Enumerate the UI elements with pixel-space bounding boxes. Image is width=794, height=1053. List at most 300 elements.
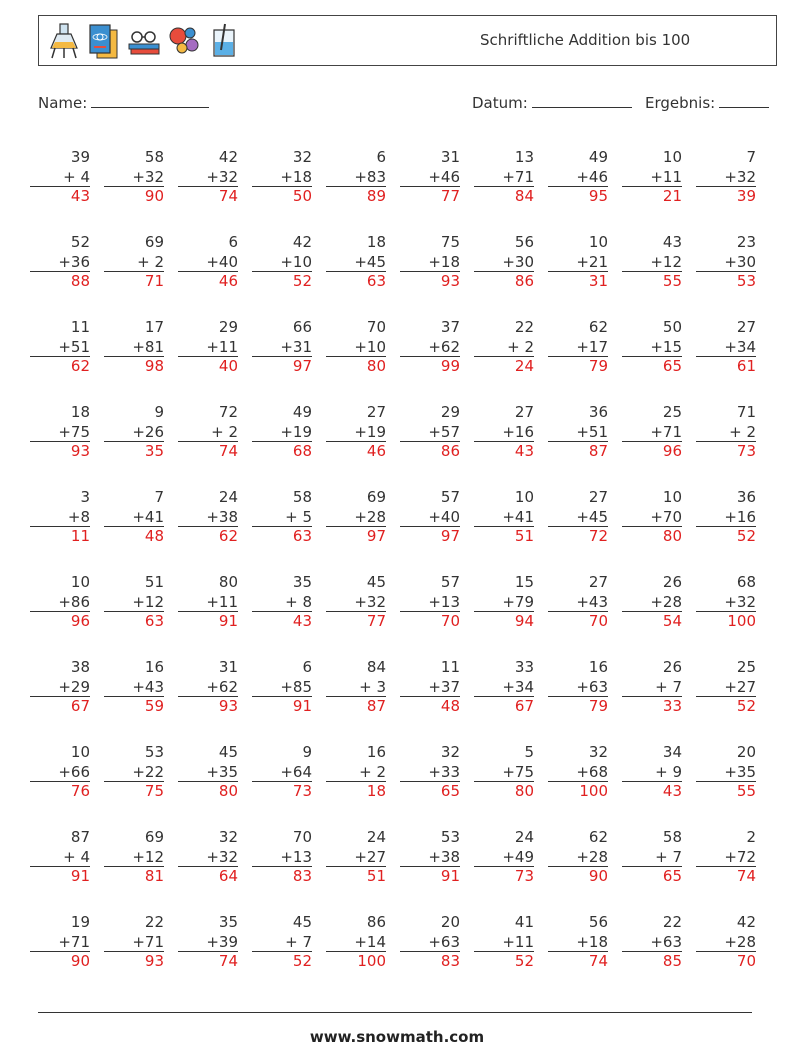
- sum-line: [30, 781, 90, 782]
- addend-top: 45: [292, 913, 312, 931]
- plus-sign: +: [280, 762, 293, 781]
- addition-problem: [474, 318, 534, 388]
- addition-problem: [104, 828, 164, 898]
- addend-top: 42: [292, 233, 312, 251]
- addend-top: 10: [70, 743, 90, 761]
- addend-bottom: [104, 593, 164, 613]
- addend-top: 51: [144, 573, 164, 591]
- plus-sign: +: [137, 252, 150, 271]
- answer: 43: [662, 782, 682, 800]
- addend-bottom: [400, 933, 460, 953]
- addend-top: 26: [662, 658, 682, 676]
- addition-problem: [252, 913, 312, 983]
- plus-sign: +: [428, 932, 441, 951]
- addend-bottom-value: 2: [519, 337, 534, 356]
- sum-line: [104, 696, 164, 697]
- addend-top: 10: [70, 573, 90, 591]
- plus-sign: +: [206, 592, 219, 611]
- addend-top: 18: [366, 233, 386, 251]
- addition-problem: [474, 573, 534, 643]
- addend-bottom: [548, 933, 608, 953]
- addend-top: 32: [292, 148, 312, 166]
- addend-bottom-value: 66: [70, 762, 90, 781]
- sum-line: [622, 866, 682, 867]
- addition-problem: [30, 743, 90, 813]
- addend-bottom: [696, 848, 756, 868]
- plus-sign: +: [502, 677, 515, 696]
- addition-problem: [696, 148, 756, 218]
- addend-bottom-value: 45: [588, 507, 608, 526]
- books-glasses-icon: [127, 22, 161, 60]
- plus-sign: +: [280, 167, 293, 186]
- addend-bottom-value: 21: [588, 252, 608, 271]
- addition-problem: [474, 913, 534, 983]
- name-field[interactable]: [38, 93, 209, 112]
- addend-top: 45: [218, 743, 238, 761]
- addend-bottom-value: 8: [297, 592, 312, 611]
- plus-sign: +: [576, 932, 589, 951]
- sum-line: [104, 611, 164, 612]
- addition-problem: [400, 318, 460, 388]
- addition-problem: [252, 488, 312, 558]
- sum-line: [30, 611, 90, 612]
- sum-line: [104, 781, 164, 782]
- answer: 39: [736, 187, 756, 205]
- sum-line: [622, 356, 682, 357]
- addend-bottom-value: 35: [218, 762, 238, 781]
- addend-top: 13: [514, 148, 534, 166]
- plus-sign: +: [285, 592, 298, 611]
- addend-bottom: [30, 763, 90, 783]
- addend-bottom-value: 86: [70, 592, 90, 611]
- sum-line: [326, 866, 386, 867]
- addend-bottom: [548, 848, 608, 868]
- addition-problem: [178, 658, 238, 728]
- addend-bottom: [178, 848, 238, 868]
- addend-top: 6: [228, 233, 238, 251]
- addition-problem: [622, 828, 682, 898]
- addend-top: 31: [218, 658, 238, 676]
- addend-bottom-value: 11: [662, 167, 682, 186]
- addition-problem: [696, 573, 756, 643]
- addend-bottom-value: 2: [149, 252, 164, 271]
- addend-bottom-value: 38: [218, 507, 238, 526]
- addend-bottom-value: 71: [514, 167, 534, 186]
- date-field[interactable]: [472, 93, 632, 112]
- addend-bottom: [622, 253, 682, 273]
- answer: 80: [662, 527, 682, 545]
- answer: 97: [292, 357, 312, 375]
- addition-problem: [400, 233, 460, 303]
- addend-top: 29: [440, 403, 460, 421]
- addend-top: 32: [218, 828, 238, 846]
- addend-top: 29: [218, 318, 238, 336]
- addend-top: 70: [292, 828, 312, 846]
- addend-bottom: [252, 763, 312, 783]
- worksheet-header: [38, 15, 777, 66]
- addend-bottom: [178, 253, 238, 273]
- addition-problem: [326, 913, 386, 983]
- plus-sign: +: [724, 167, 737, 186]
- plus-sign: +: [67, 507, 81, 526]
- plus-sign: +: [354, 252, 367, 271]
- addend-bottom: [474, 423, 534, 443]
- addend-top: 62: [588, 828, 608, 846]
- addend-bottom: [30, 678, 90, 698]
- addend-top: 38: [70, 658, 90, 676]
- answer: 72: [588, 527, 608, 545]
- sum-line: [30, 951, 90, 952]
- sum-line: [548, 526, 608, 527]
- plus-sign: +: [650, 592, 663, 611]
- addition-problem: [474, 488, 534, 558]
- addend-bottom: [30, 933, 90, 953]
- addition-problem: [326, 573, 386, 643]
- addition-problem: [178, 148, 238, 218]
- addend-bottom: [104, 338, 164, 358]
- sum-line: [30, 271, 90, 272]
- plus-sign: +: [650, 337, 663, 356]
- sum-line: [400, 781, 460, 782]
- answer: 24: [514, 357, 534, 375]
- plus-sign: +: [132, 337, 145, 356]
- addend-top: 35: [292, 573, 312, 591]
- plus-sign: +: [280, 252, 293, 271]
- addend-bottom-value: 16: [514, 422, 534, 441]
- addend-top: 7: [154, 488, 164, 506]
- addend-bottom-value: 79: [514, 592, 534, 611]
- result-field[interactable]: [645, 93, 769, 112]
- addend-bottom: [326, 338, 386, 358]
- addend-bottom-value: 2: [741, 422, 756, 441]
- addition-problem: [548, 403, 608, 473]
- answer: 74: [218, 442, 238, 460]
- addition-problem: [400, 403, 460, 473]
- addition-problem: [622, 148, 682, 218]
- sum-line: [252, 781, 312, 782]
- answer: 87: [588, 442, 608, 460]
- addend-bottom-value: 36: [70, 252, 90, 271]
- answer: 55: [662, 272, 682, 290]
- addition-problem: [326, 828, 386, 898]
- answer: 53: [736, 272, 756, 290]
- plus-sign: +: [132, 932, 145, 951]
- plus-sign: +: [354, 422, 367, 441]
- sum-line: [622, 186, 682, 187]
- plus-sign: +: [354, 507, 367, 526]
- answer: 51: [514, 527, 534, 545]
- addend-bottom: [474, 253, 534, 273]
- plus-sign: +: [280, 422, 293, 441]
- answer: 62: [218, 527, 238, 545]
- addend-bottom: [548, 168, 608, 188]
- sum-line: [696, 526, 756, 527]
- addend-bottom-value: 68: [588, 762, 608, 781]
- addition-problem: [326, 148, 386, 218]
- sum-line: [548, 866, 608, 867]
- plus-sign: +: [655, 762, 668, 781]
- addend-bottom-value: 41: [514, 507, 534, 526]
- sum-line: [252, 356, 312, 357]
- plus-sign: +: [58, 422, 71, 441]
- sum-line: [252, 866, 312, 867]
- addend-top: 5: [524, 743, 534, 761]
- addend-bottom-value: 49: [514, 847, 534, 866]
- name-blank[interactable]: [91, 93, 209, 108]
- addition-problem: [178, 233, 238, 303]
- addend-bottom-value: 7: [667, 847, 682, 866]
- plus-sign: +: [502, 507, 515, 526]
- addition-problem: [252, 233, 312, 303]
- sum-line: [400, 526, 460, 527]
- addend-top: 41: [514, 913, 534, 931]
- addition-problem: [696, 658, 756, 728]
- plus-sign: +: [359, 677, 372, 696]
- addend-bottom: [178, 763, 238, 783]
- plus-sign: +: [724, 762, 737, 781]
- addend-bottom-value: 71: [662, 422, 682, 441]
- addend-bottom-value: 57: [440, 422, 460, 441]
- addend-bottom-value: 22: [144, 762, 164, 781]
- sum-line: [104, 186, 164, 187]
- addition-problem: [548, 573, 608, 643]
- addition-problem: [474, 743, 534, 813]
- addition-problem: [178, 573, 238, 643]
- plus-sign: +: [502, 252, 515, 271]
- addend-bottom: [548, 423, 608, 443]
- answer: 87: [366, 697, 386, 715]
- sum-line: [696, 271, 756, 272]
- plus-sign: +: [132, 507, 145, 526]
- addend-bottom-value: 51: [588, 422, 608, 441]
- sum-line: [326, 186, 386, 187]
- plus-sign: +: [58, 337, 71, 356]
- addend-bottom-value: 19: [292, 422, 312, 441]
- plus-sign: +: [502, 167, 515, 186]
- answer: 90: [144, 187, 164, 205]
- header-icons: [47, 21, 241, 61]
- addend-bottom-value: 15: [662, 337, 682, 356]
- addend-bottom-value: 30: [736, 252, 756, 271]
- addend-bottom: [696, 423, 756, 443]
- answer: 91: [440, 867, 460, 885]
- addend-bottom: [400, 848, 460, 868]
- answer: 67: [70, 697, 90, 715]
- plus-sign: +: [576, 337, 589, 356]
- answer: 63: [292, 527, 312, 545]
- addend-bottom: [178, 338, 238, 358]
- addend-bottom: [622, 848, 682, 868]
- answer: 79: [588, 357, 608, 375]
- addend-bottom-value: 18: [588, 932, 608, 951]
- addend-bottom-value: 39: [218, 932, 238, 951]
- plus-sign: +: [428, 507, 441, 526]
- addition-problem: [326, 318, 386, 388]
- addend-top: 26: [662, 573, 682, 591]
- addend-top: 34: [662, 743, 682, 761]
- addend-bottom-value: 29: [70, 677, 90, 696]
- addition-problem: [104, 913, 164, 983]
- addend-bottom: [622, 933, 682, 953]
- addend-top: 69: [144, 828, 164, 846]
- addend-bottom: [474, 933, 534, 953]
- addend-bottom-value: 28: [366, 507, 386, 526]
- plus-sign: +: [428, 677, 441, 696]
- addition-problem: [104, 148, 164, 218]
- addend-top: 84: [366, 658, 386, 676]
- addend-bottom: [252, 678, 312, 698]
- addend-bottom-value: 38: [440, 847, 460, 866]
- addend-bottom-value: 10: [292, 252, 312, 271]
- answer: 52: [292, 952, 312, 970]
- sum-line: [548, 951, 608, 952]
- addend-bottom: [326, 508, 386, 528]
- footer-url[interactable]: www.snowmath.com: [309, 1028, 485, 1046]
- sum-line: [696, 781, 756, 782]
- addition-problem: [696, 488, 756, 558]
- addend-top: 10: [588, 233, 608, 251]
- addend-bottom-value: 32: [736, 167, 756, 186]
- answer: 74: [588, 952, 608, 970]
- addend-bottom: [30, 423, 90, 443]
- addend-bottom-value: 71: [70, 932, 90, 951]
- addend-bottom-value: 40: [218, 252, 238, 271]
- addend-top: 53: [144, 743, 164, 761]
- answer: 51: [366, 867, 386, 885]
- answer: 90: [70, 952, 90, 970]
- sum-line: [474, 696, 534, 697]
- addition-problem: [30, 403, 90, 473]
- addend-bottom-value: 14: [366, 932, 386, 951]
- plus-sign: +: [280, 337, 293, 356]
- addend-bottom-value: 5: [297, 507, 312, 526]
- addend-bottom-value: 32: [218, 167, 238, 186]
- addend-bottom-value: 64: [292, 762, 312, 781]
- addition-problem: [474, 403, 534, 473]
- addend-top: 16: [588, 658, 608, 676]
- addition-problem: [30, 913, 90, 983]
- addend-bottom-value: 31: [292, 337, 312, 356]
- plus-sign: +: [502, 762, 515, 781]
- addition-problem: [178, 913, 238, 983]
- addend-bottom: [178, 933, 238, 953]
- addend-bottom-value: 7: [297, 932, 312, 951]
- answer: 97: [366, 527, 386, 545]
- addend-bottom-value: 2: [223, 422, 238, 441]
- addend-bottom: [400, 763, 460, 783]
- date-blank[interactable]: [532, 93, 632, 108]
- addend-bottom-value: 12: [662, 252, 682, 271]
- addend-bottom-value: 51: [70, 337, 90, 356]
- sum-line: [622, 781, 682, 782]
- addend-top: 56: [588, 913, 608, 931]
- addend-bottom-value: 26: [144, 422, 164, 441]
- answer: 11: [70, 527, 90, 545]
- answer: 61: [736, 357, 756, 375]
- sum-line: [326, 696, 386, 697]
- answer: 75: [144, 782, 164, 800]
- addition-problem: [326, 403, 386, 473]
- sum-line: [326, 441, 386, 442]
- addend-bottom: [104, 763, 164, 783]
- sum-line: [30, 526, 90, 527]
- addend-bottom: [474, 848, 534, 868]
- date-label: Datum:: [472, 94, 528, 112]
- sum-line: [696, 866, 756, 867]
- sum-line: [474, 271, 534, 272]
- addend-top: 42: [218, 148, 238, 166]
- answer: 88: [70, 272, 90, 290]
- addend-bottom-value: 45: [366, 252, 386, 271]
- addend-bottom-value: 32: [218, 847, 238, 866]
- addition-problem: [548, 828, 608, 898]
- sum-line: [30, 186, 90, 187]
- addition-problem: [548, 913, 608, 983]
- addend-top: 69: [366, 488, 386, 506]
- addend-top: 9: [302, 743, 312, 761]
- addend-top: 31: [440, 148, 460, 166]
- addend-top: 49: [292, 403, 312, 421]
- addition-problem: [474, 148, 534, 218]
- addend-bottom: [474, 338, 534, 358]
- addition-problem: [30, 148, 90, 218]
- addend-bottom-value: 32: [366, 592, 386, 611]
- answer: 81: [144, 867, 164, 885]
- answer: 43: [292, 612, 312, 630]
- sum-line: [178, 271, 238, 272]
- plus-sign: +: [211, 422, 224, 441]
- sum-line: [252, 271, 312, 272]
- addition-problem: [622, 233, 682, 303]
- addend-top: 22: [144, 913, 164, 931]
- plus-sign: +: [206, 507, 219, 526]
- addend-top: 20: [736, 743, 756, 761]
- plus-sign: +: [724, 507, 737, 526]
- plus-sign: +: [58, 252, 71, 271]
- addend-bottom: [548, 508, 608, 528]
- answer: 40: [218, 357, 238, 375]
- addend-bottom-value: 13: [440, 592, 460, 611]
- result-blank[interactable]: [719, 93, 769, 108]
- addend-bottom: [400, 423, 460, 443]
- answer: 67: [514, 697, 534, 715]
- plus-sign: +: [206, 167, 219, 186]
- addition-problem: [178, 828, 238, 898]
- addend-bottom-value: 7: [667, 677, 682, 696]
- addend-bottom-value: 83: [366, 167, 386, 186]
- addend-bottom: [474, 593, 534, 613]
- molecule-icon: [167, 22, 201, 60]
- addition-problem: [696, 403, 756, 473]
- addend-bottom-value: 41: [144, 507, 164, 526]
- addition-problem: [178, 488, 238, 558]
- addend-top: 42: [736, 913, 756, 931]
- addend-bottom-value: 11: [218, 592, 238, 611]
- addend-top: 62: [588, 318, 608, 336]
- sum-line: [548, 356, 608, 357]
- answer: 68: [292, 442, 312, 460]
- answer: 100: [357, 952, 386, 970]
- addend-bottom: [104, 848, 164, 868]
- sum-line: [400, 356, 460, 357]
- sum-line: [474, 951, 534, 952]
- addend-bottom-value: 13: [292, 847, 312, 866]
- addition-problem: [252, 403, 312, 473]
- plus-sign: +: [650, 422, 663, 441]
- sum-line: [548, 271, 608, 272]
- answer: 70: [588, 612, 608, 630]
- addition-problem: [400, 573, 460, 643]
